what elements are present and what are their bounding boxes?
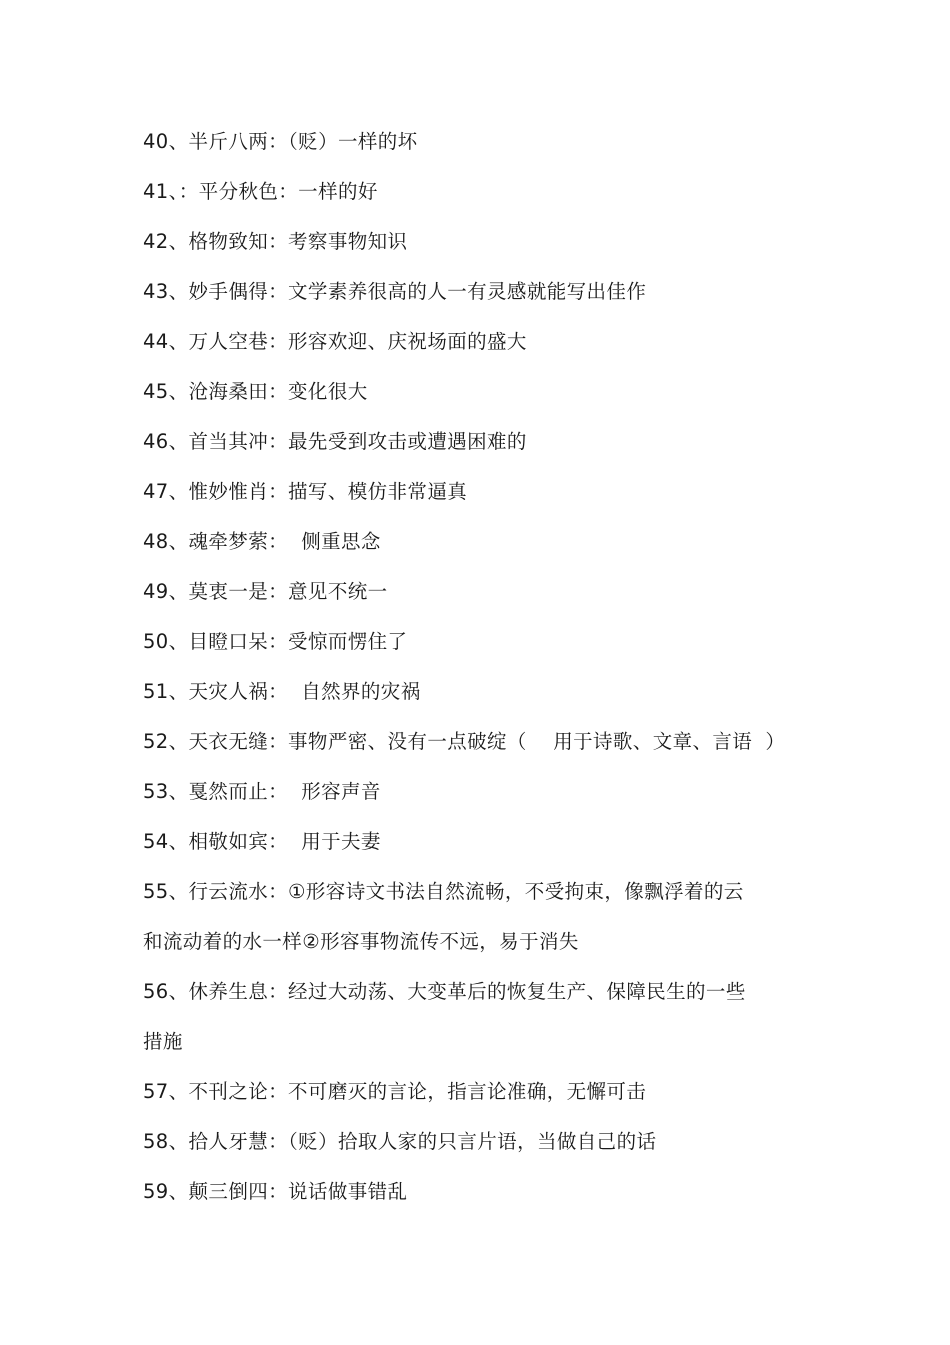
idiom-entry-40: 40、半斤八两：（贬）一样的坏 [143, 130, 418, 153]
idiom-entry-46: 46、首当其冲：最先受到攻击或遭遇困难的 [143, 430, 527, 453]
idiom-entry-53: 53、戛然而止： 形容声音 [143, 780, 381, 803]
idiom-entry-47: 47、惟妙惟肖：描写、模仿非常逼真 [143, 480, 468, 503]
idiom-entry-54: 54、相敬如宾： 用于夫妻 [143, 830, 381, 853]
idiom-entry-48: 48、魂牵梦萦： 侧重思念 [143, 530, 381, 553]
idiom-entry-51: 51、天灾人祸： 自然界的灾祸 [143, 680, 421, 703]
idiom-entry-42: 42、格物致知：考察事物知识 [143, 230, 408, 253]
idiom-entry-44: 44、万人空巷：形容欢迎、庆祝场面的盛大 [143, 330, 527, 353]
idiom-entry-56: 56、休养生息：经过大动荡、大变革后的恢复生产、保障民生的一些 [143, 980, 746, 1003]
idiom-entry-45: 45、沧海桑田：变化很大 [143, 380, 368, 403]
idiom-entry-43: 43、妙手偶得：文学素养很高的人一有灵感就能写出佳作 [143, 280, 647, 303]
idiom-entry-52: 52、天衣无缝：事物严密、没有一点破绽（ 用于诗歌、文章、言语 ） [143, 730, 786, 753]
idiom-entry-55: 55、行云流水：①形容诗文书法自然流畅，不受拘束，像飘浮着的云 [143, 880, 744, 903]
idiom-entry-50: 50、目瞪口呆：受惊而愣住了 [143, 630, 408, 653]
idiom-entry-56-continued: 措施 [143, 1030, 183, 1053]
idiom-entry-49: 49、莫衷一是：意见不统一 [143, 580, 388, 603]
idiom-list [143, 124, 843, 1224]
idiom-entry-57: 57、不刊之论：不可磨灭的言论，指言论准确，无懈可击 [143, 1080, 647, 1103]
idiom-entry-59: 59、颠三倒四：说话做事错乱 [143, 1180, 408, 1203]
idiom-entry-41: 41、：平分秋色：一样的好 [143, 180, 378, 203]
idiom-entry-58: 58、拾人牙慧：（贬）拾取人家的只言片语，当做自己的话 [143, 1130, 657, 1153]
idiom-entry-55-continued: 和流动着的水一样②形容事物流传不远，易于消失 [143, 930, 579, 953]
